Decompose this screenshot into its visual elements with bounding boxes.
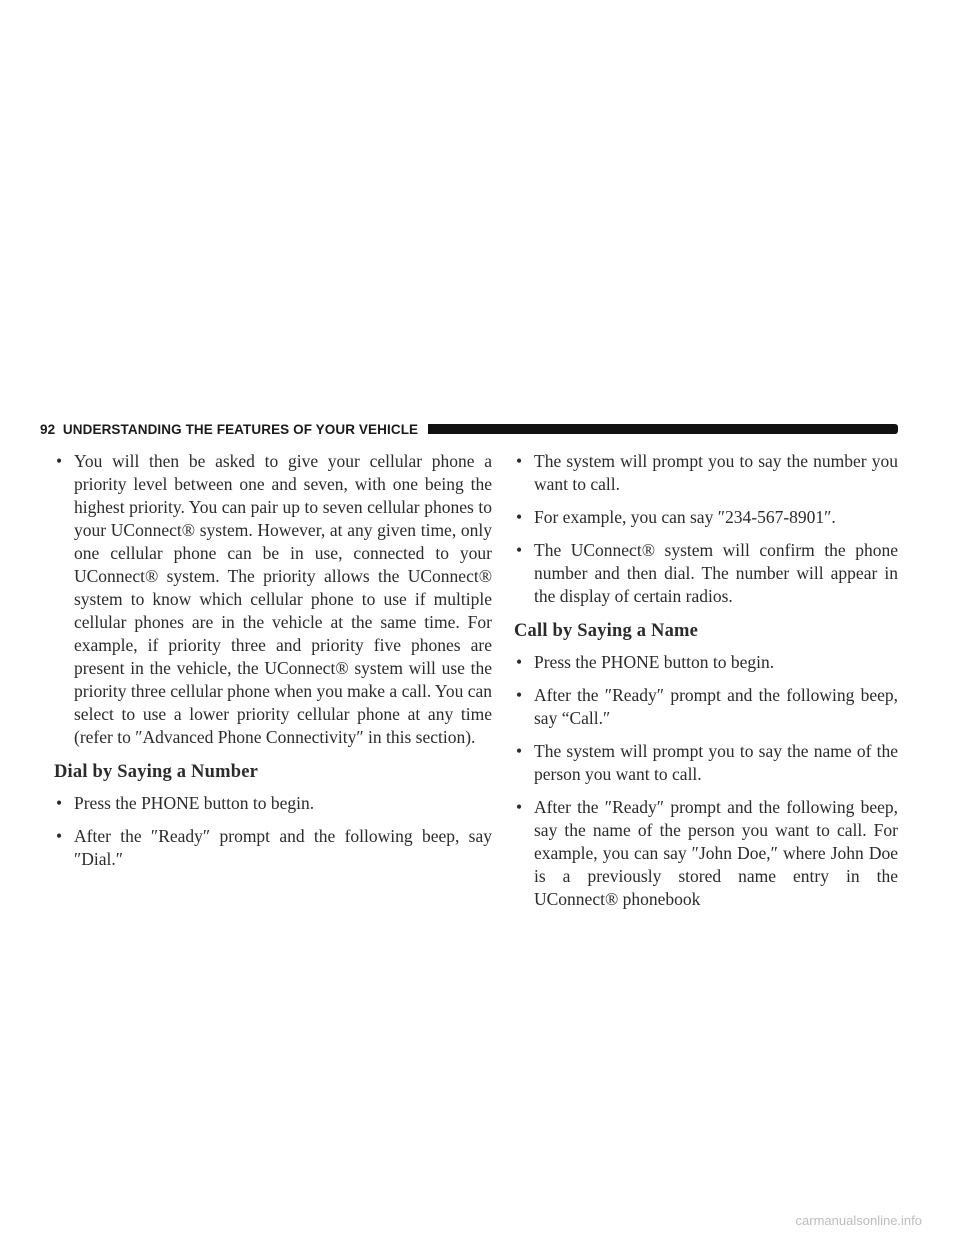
page-header xyxy=(40,418,898,440)
list-item-text: The system will prompt you to say the number you want to call. xyxy=(534,451,898,494)
left-column xyxy=(56,450,492,881)
list-item-text: The UConnect® system will confirm the phone number and then dial. The number will appear in the display of certain radios. xyxy=(534,540,898,606)
list-item xyxy=(56,825,492,871)
bullet-icon: • xyxy=(516,685,523,705)
list-item xyxy=(516,539,898,608)
page-number: 92 xyxy=(40,421,56,437)
list-item xyxy=(516,740,898,786)
list-item xyxy=(516,684,898,730)
right-column xyxy=(516,450,898,921)
list-item-text: After the ″Ready″ prompt and the following beep, say the name of the person you want to call. For example, you can say ″John Doe,″ where John Doe is a previously stored name entry in the UConnect® phonebook xyxy=(534,797,898,909)
bullet-icon: • xyxy=(56,793,63,813)
section-title: UNDERSTANDING THE FEATURES OF YOUR VEHICLE xyxy=(62,421,419,437)
bullet-icon: • xyxy=(516,540,523,560)
list-item-text: For example, you can say ″234-567-8901″. xyxy=(534,507,836,527)
header-text xyxy=(40,422,428,437)
bullet-icon: • xyxy=(56,826,63,846)
bullet-icon: • xyxy=(516,652,523,672)
list-item-text: Press the PHONE button to begin. xyxy=(74,793,315,813)
list-item-text: The system will prompt you to say the name of the person you want to call. xyxy=(534,741,898,784)
bullet-icon: • xyxy=(516,451,523,471)
list-item-text: After the ″Ready″ prompt and the following beep, say ″Dial.″ xyxy=(74,826,492,869)
list-item xyxy=(56,792,492,815)
bullet-icon: • xyxy=(516,507,523,527)
list-item xyxy=(516,796,898,911)
list-item xyxy=(516,506,898,529)
watermark: carmanualsonline.info xyxy=(795,1213,922,1228)
list-item-text: After the ″Ready″ prompt and the following beep, say “Call.″ xyxy=(534,685,898,728)
section-heading: Call by Saying a Name xyxy=(514,621,699,641)
bullet-icon: • xyxy=(56,451,63,471)
bullet-icon: • xyxy=(516,741,523,761)
list-item-text: Press the PHONE button to begin. xyxy=(534,652,775,672)
list-item xyxy=(516,651,898,674)
list-item-text: You will then be asked to give your cellular phone a priority level between one and seven, with one being the highest priority. You can pair up to seven cellular phones to your UConnect® system. However, at any given time, only one cellular phone can be in use, connected to your UConnect® system. The priority allows the UConnect® system to know which cellular phone to use if multiple cellular phones are in the vehicle at the same time. For example, if priority three and priority five phones are present in the vehicle, the UConnect® system will use the priority three cellular phone when you make a call. You can select to use a lower priority cellular phone at any time (refer to ″Advanced Phone Connectivity″ in this section). xyxy=(74,451,492,747)
header-rule xyxy=(428,424,898,434)
section-heading: Dial by Saying a Number xyxy=(54,762,259,782)
list-item xyxy=(516,450,898,496)
bullet-icon: • xyxy=(516,797,523,817)
list-item xyxy=(56,450,492,749)
